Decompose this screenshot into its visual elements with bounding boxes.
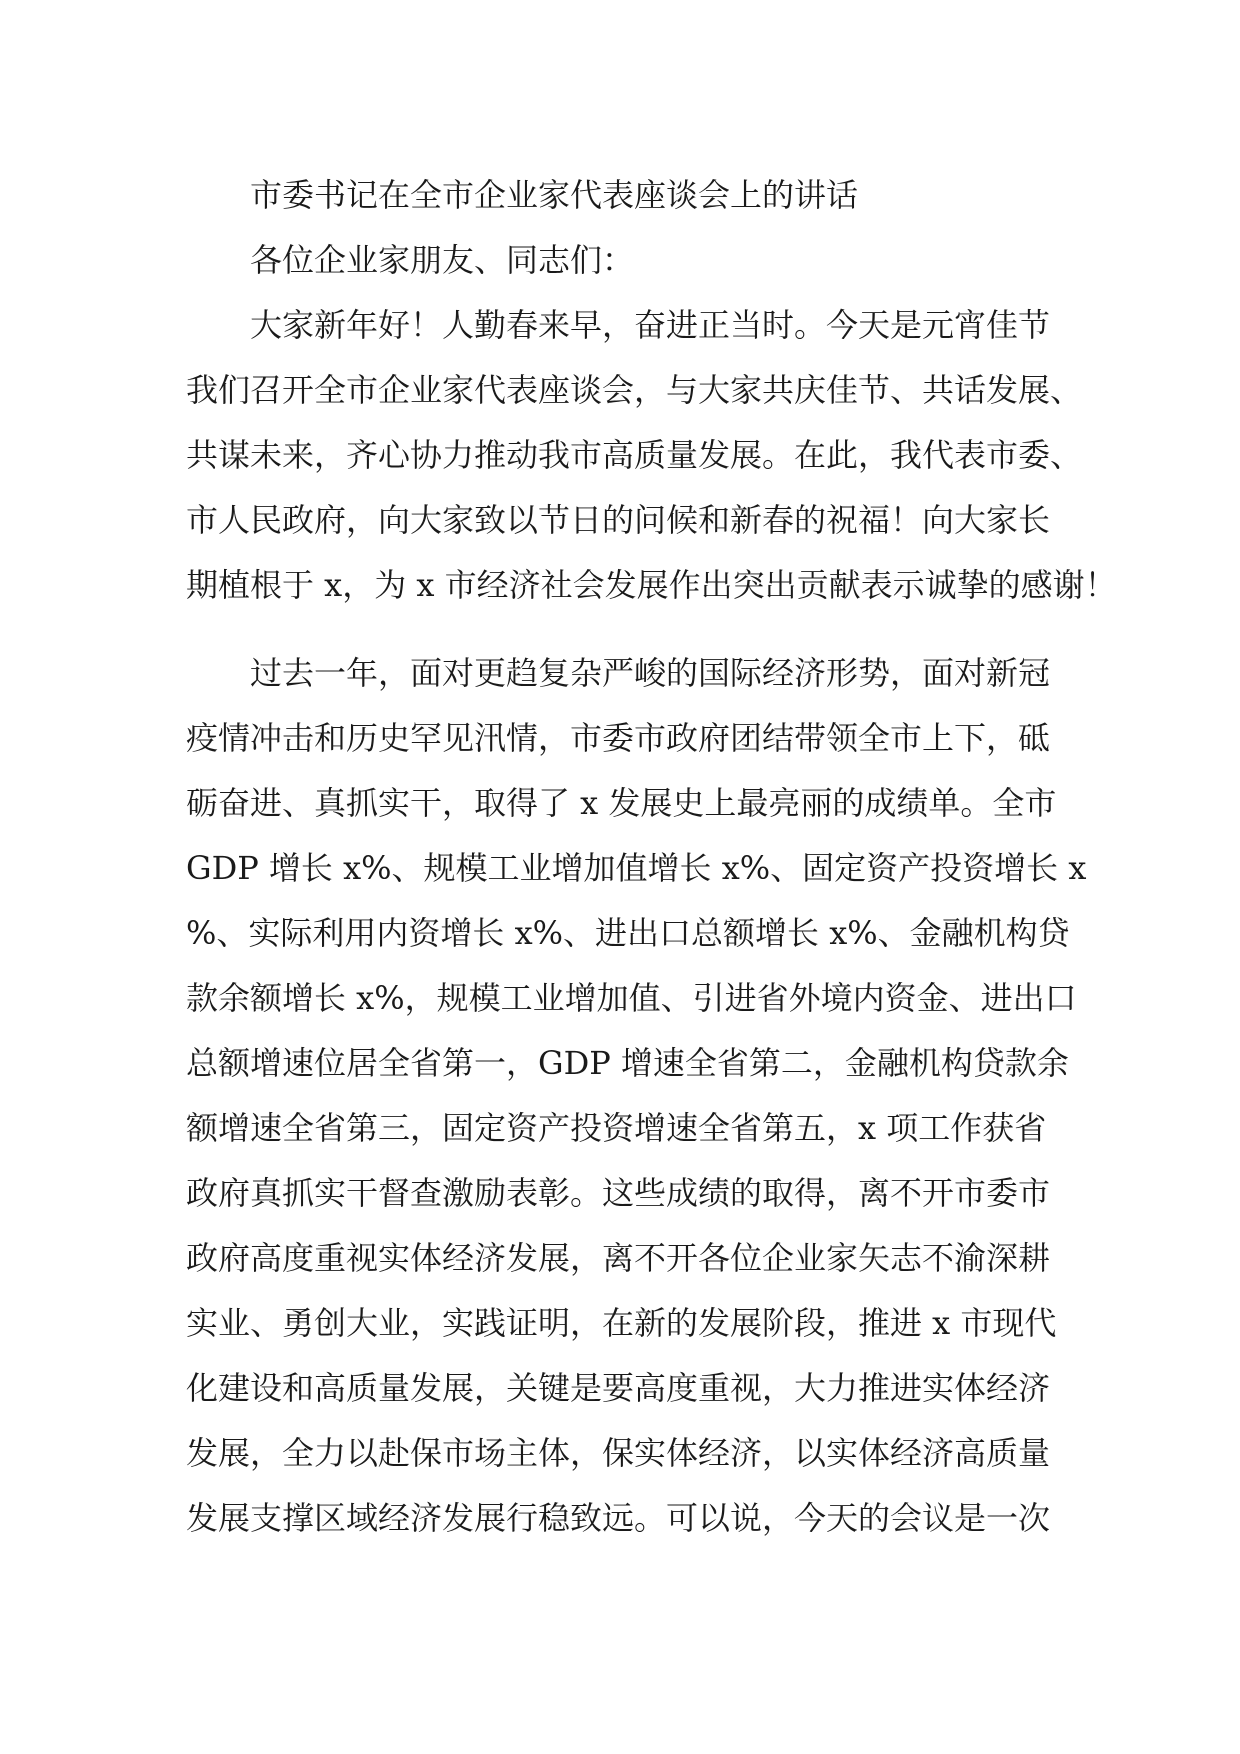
paragraph-line: 共谋未来，齐心协力推动我市高质量发展。在此，我代表市委、	[186, 436, 1083, 474]
document-title: 市委书记在全市企业家代表座谈会上的讲话	[250, 176, 859, 214]
paragraph-line: 总额增速位居全省第一，GDP 增速全省第二，金融机构贷款余	[186, 1044, 1069, 1082]
paragraph-line: 款余额增长 x%，规模工业增加值、引进省外境内资金、进出口	[186, 979, 1077, 1017]
paragraph-line: GDP 增长 x%、规模工业增加值增长 x%、固定资产投资增长 x	[186, 849, 1087, 887]
paragraph-line: 砺奋进、真抓实干，取得了 x 发展史上最亮丽的成绩单。全市	[186, 784, 1057, 822]
paragraph-line: 化建设和高质量发展，关键是要高度重视，大力推进实体经济	[186, 1369, 1051, 1407]
paragraph-line: 实业、勇创大业，实践证明，在新的发展阶段，推进 x 市现代	[186, 1304, 1057, 1342]
paragraph-2	[186, 641, 1086, 1551]
paragraph-line: 过去一年，面对更趋复杂严峻的国际经济形势，面对新冠	[250, 654, 1051, 692]
paragraph-line: 我们召开全市企业家代表座谈会，与大家共庆佳节、共话发展、	[186, 371, 1083, 409]
paragraph-line: 额增速全省第三，固定资产投资增速全省第五，x 项工作获省	[186, 1109, 1047, 1147]
document-body	[186, 163, 1117, 1551]
paragraph-spacer	[186, 618, 1086, 641]
paragraph-line: 发展支撑区域经济发展行稳致远。可以说，今天的会议是一次	[186, 1499, 1051, 1537]
paragraph-line: 大家新年好！人勤春来早，奋进正当时。今天是元宵佳节	[250, 306, 1051, 344]
paragraph-line: 疫情冲击和历史罕见汛情，市委市政府团结带领全市上下，砥	[186, 719, 1051, 757]
paragraph-line: 政府高度重视实体经济发展，离不开各位企业家矢志不渝深耕	[186, 1239, 1051, 1277]
paragraph-line: 发展，全力以赴保市场主体，保实体经济，以实体经济高质量	[186, 1434, 1051, 1472]
paragraph-line: %、实际利用内资增长 x%、进出口总额增长 x%、金融机构贷	[186, 914, 1070, 952]
paragraph-line: 期植根于 x，为 x 市经济社会发展作出突出贡献表示诚挚的感谢！	[186, 566, 1117, 604]
paragraph-line: 市人民政府，向大家致以节日的问候和新春的祝福！向大家长	[186, 501, 1051, 539]
paragraph-line: 政府真抓实干督查激励表彰。这些成绩的取得，离不开市委市	[186, 1174, 1051, 1212]
salutation: 各位企业家朋友、同志们：	[250, 241, 635, 279]
paragraph-1	[186, 293, 1117, 618]
